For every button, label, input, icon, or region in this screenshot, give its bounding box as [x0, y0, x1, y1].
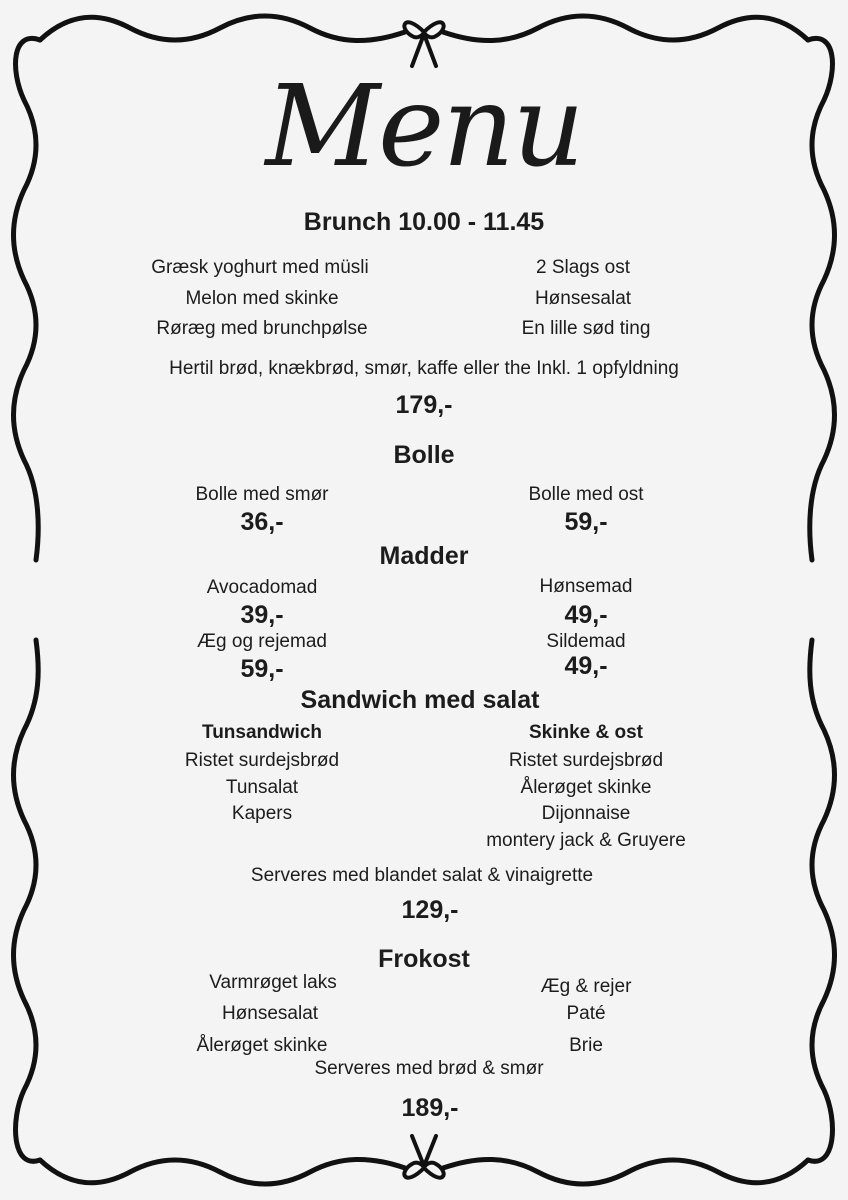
sandwich-title: Tunsandwich: [202, 722, 322, 743]
sandwich-ingredient: Kapers: [231, 803, 293, 824]
sandwich-ingredient: montery jack & Gruyere: [486, 830, 686, 851]
madder-item-name: Sildemad: [546, 631, 626, 652]
brunch-note: Hertil brød, knækbrød, smør, kaffe eller the Inkl. 1 opfyldning: [169, 358, 679, 379]
brunch-price: 179,-: [395, 391, 453, 419]
menu-title: Menu: [265, 62, 583, 192]
sandwich-note: Serveres med blandet salat & vinaigrette: [250, 865, 594, 886]
brunch-item: 2 Slags ost: [536, 257, 630, 278]
bolle-item-name: Bolle med smør: [195, 484, 329, 505]
frokost-item: Hønsesalat: [221, 1003, 319, 1024]
bolle-item-price: 36,-: [240, 508, 284, 536]
frokost-price: 189,-: [401, 1094, 459, 1122]
madder-item-name: Æg og rejemad: [197, 631, 327, 652]
brunch-item: Hønsesalat: [534, 288, 632, 309]
madder-item-name: Hønsemad: [539, 576, 633, 597]
sandwich-price: 129,-: [401, 896, 459, 924]
brunch-item: Røræg med brunchpølse: [156, 318, 368, 339]
madder-item-price: 49,-: [564, 652, 608, 680]
frokost-heading: Frokost: [378, 945, 470, 973]
sandwich-heading: Sandwich med salat: [300, 686, 540, 714]
sandwich-ingredient: Tunsalat: [225, 777, 299, 798]
madder-item-name: Avocadomad: [206, 577, 318, 598]
brunch-heading: Brunch 10.00 - 11.45: [303, 208, 545, 236]
madder-item-price: 59,-: [240, 655, 284, 683]
brunch-item: En lille sød ting: [521, 318, 651, 339]
madder-item-price: 49,-: [564, 601, 608, 629]
sandwich-title: Skinke & ost: [528, 722, 644, 743]
madder-item-price: 39,-: [240, 601, 284, 629]
bolle-item-name: Bolle med ost: [528, 484, 644, 505]
madder-heading: Madder: [379, 542, 469, 570]
frokost-item: Varmrøget laks: [209, 972, 337, 993]
sandwich-ingredient: Ålerøget skinke: [520, 777, 652, 798]
bolle-item-price: 59,-: [564, 508, 608, 536]
brunch-item: Melon med skinke: [185, 288, 339, 309]
sandwich-ingredient: Ristet surdejsbrød: [184, 750, 340, 771]
sandwich-ingredient: Dijonnaise: [541, 803, 631, 824]
frokost-item: Brie: [569, 1035, 603, 1056]
frokost-item: Ålerøget skinke: [196, 1035, 328, 1056]
frokost-item: Paté: [566, 1003, 606, 1024]
frokost-item: Æg & rejer: [540, 976, 632, 997]
brunch-item: Græsk yoghurt med müsli: [151, 257, 369, 278]
sandwich-ingredient: Ristet surdejsbrød: [508, 750, 664, 771]
bolle-heading: Bolle: [393, 441, 455, 469]
frokost-note: Serveres med brød & smør: [314, 1058, 544, 1079]
